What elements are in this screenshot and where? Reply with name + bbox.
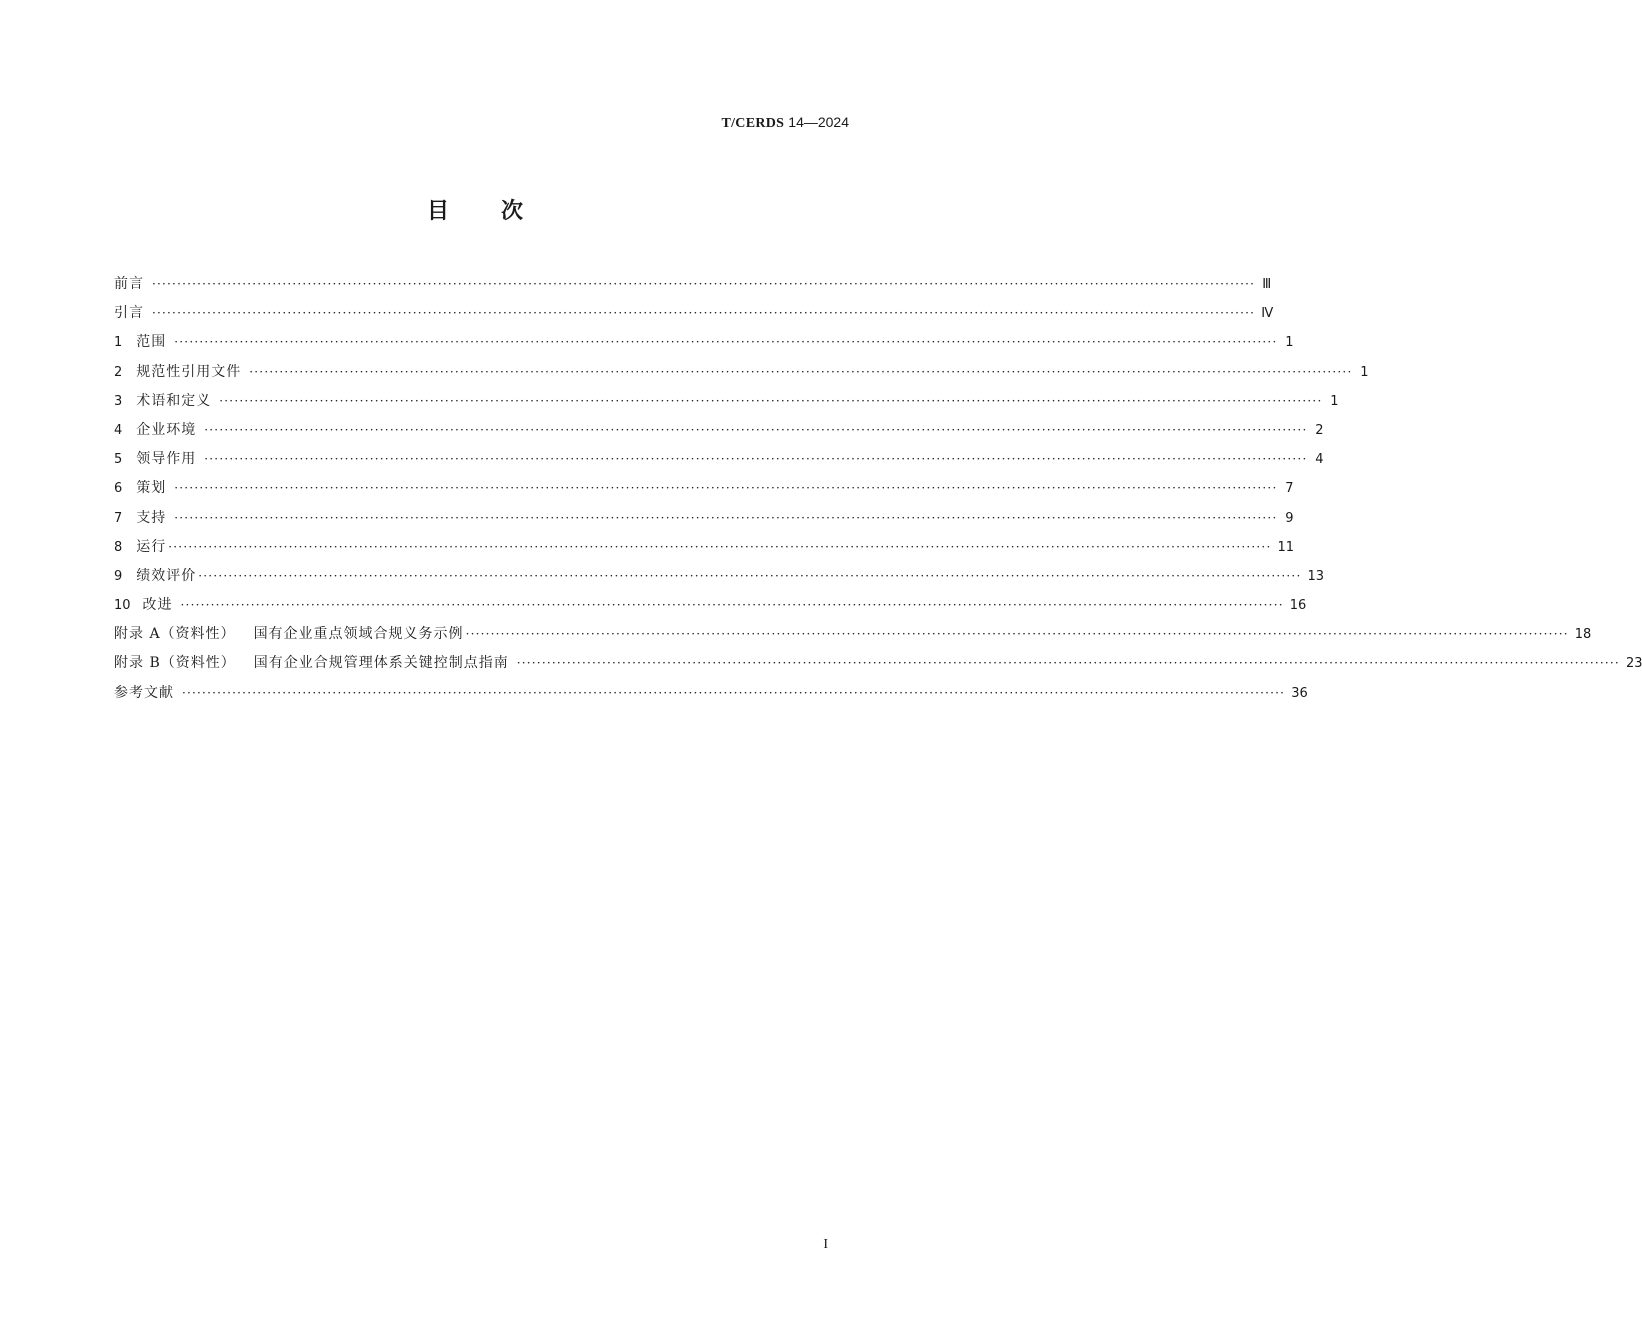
toc-entry-title bbox=[114, 449, 196, 470]
toc-entry-appendix-b[interactable] bbox=[114, 653, 1642, 682]
standard-code: T/CERDS bbox=[721, 116, 785, 131]
toc-title: 目次 bbox=[426, 199, 575, 224]
toc-entry-bibliography[interactable] bbox=[114, 683, 1308, 712]
toc-entry-label: 范围 bbox=[136, 334, 167, 351]
toc-entry-number: 10 bbox=[114, 598, 131, 614]
toc-entry-title bbox=[114, 566, 196, 587]
toc-entry-appendix-a[interactable] bbox=[114, 624, 1592, 653]
toc-entry-improvement[interactable] bbox=[114, 595, 1307, 624]
dot-leader: ···························································································································································································································· bbox=[174, 510, 1278, 525]
dot-leader: ···························································································································································································································· bbox=[465, 627, 1569, 642]
dot-leader: ···························································································································································································································· bbox=[182, 685, 1286, 700]
toc-entry-label: 国有企业重点领域合规义务示例 bbox=[253, 626, 464, 643]
toc-entry-page: Ⅲ bbox=[1262, 277, 1272, 292]
toc-entry-number: 7 bbox=[114, 510, 123, 526]
toc-entry-page: 4 bbox=[1315, 452, 1324, 468]
toc-entry-label: 术语和定义 bbox=[136, 392, 212, 409]
toc-entry-title bbox=[114, 624, 464, 644]
dot-leader: ···························································································································································································································· bbox=[204, 452, 1308, 467]
toc-entry-scope[interactable] bbox=[114, 332, 1294, 361]
toc-entry-label: 国有企业合规管理体系关键控制点指南 bbox=[253, 655, 509, 672]
toc-entry-title bbox=[114, 420, 196, 441]
dot-leader: ···························································································································································································································· bbox=[180, 598, 1284, 613]
toc-entry-number: 2 bbox=[114, 364, 123, 380]
toc-entry-page: 16 bbox=[1289, 598, 1307, 614]
page-number: I bbox=[823, 1237, 828, 1252]
toc-entry-page: 9 bbox=[1285, 510, 1294, 526]
toc-entry-number: 6 bbox=[114, 481, 123, 497]
toc-entry-page: 11 bbox=[1277, 539, 1295, 555]
appendix-tag: 附录 A（资料性） bbox=[114, 626, 236, 643]
toc-entry-page: 1 bbox=[1360, 364, 1369, 380]
toc-entry-operation[interactable] bbox=[114, 537, 1295, 566]
toc-entry-title bbox=[114, 537, 166, 558]
toc-entry-preface[interactable] bbox=[114, 274, 1272, 303]
toc-entry-title bbox=[114, 508, 166, 529]
toc-entry-page: 7 bbox=[1285, 481, 1294, 497]
standard-number: 14—2024 bbox=[788, 114, 849, 130]
toc-entry-page: 1 bbox=[1285, 335, 1294, 351]
toc-entry-enterprise-environment[interactable] bbox=[114, 420, 1324, 449]
dot-leader: ···························································································································································································································· bbox=[249, 364, 1353, 379]
toc-entry-page: 18 bbox=[1574, 627, 1592, 643]
table-of-contents bbox=[114, 274, 1642, 712]
toc-entry-number: 8 bbox=[114, 539, 123, 555]
toc-entry-number: 5 bbox=[114, 452, 123, 468]
standard-designation bbox=[721, 114, 849, 132]
dot-leader: ···························································································································································································································· bbox=[219, 393, 1323, 408]
toc-entry-title bbox=[114, 391, 211, 412]
toc-entry-number: 3 bbox=[114, 393, 123, 409]
toc-entry-page: 23 bbox=[1625, 656, 1642, 672]
dot-leader: ···························································································································································································································· bbox=[516, 656, 1620, 671]
toc-entry-title bbox=[114, 653, 509, 673]
toc-entry-page: 13 bbox=[1307, 568, 1325, 584]
toc-entry-introduction[interactable] bbox=[114, 303, 1274, 332]
toc-entry-label: 绩效评价 bbox=[136, 567, 197, 584]
toc-entry-performance-evaluation[interactable] bbox=[114, 566, 1325, 595]
toc-entry-label: 运行 bbox=[136, 538, 167, 555]
toc-entry-page: 1 bbox=[1330, 393, 1339, 409]
toc-entry-label: 前言 bbox=[114, 276, 144, 292]
appendix-tag: 附录 B（资料性） bbox=[114, 655, 236, 672]
toc-entry-label: 策划 bbox=[136, 480, 167, 497]
toc-entry-normative-references[interactable] bbox=[114, 362, 1369, 391]
toc-entry-number: 4 bbox=[114, 422, 123, 438]
toc-entry-title bbox=[114, 332, 166, 353]
dot-leader: ···························································································································································································································· bbox=[204, 422, 1308, 437]
toc-entry-leadership[interactable] bbox=[114, 449, 1324, 478]
toc-entry-page: Ⅳ bbox=[1261, 306, 1274, 322]
dot-leader: ···························································································································································································································· bbox=[174, 335, 1278, 350]
toc-entry-page: 36 bbox=[1291, 685, 1308, 701]
dot-leader: ···························································································································································································································· bbox=[198, 568, 1302, 583]
toc-entry-page: 2 bbox=[1315, 422, 1324, 438]
dot-leader: ···························································································································································································································· bbox=[174, 481, 1278, 496]
toc-entry-label: 改进 bbox=[142, 597, 173, 614]
toc-entry-label: 参考文献 bbox=[114, 684, 174, 701]
dot-leader: ···························································································································································································································· bbox=[152, 306, 1256, 321]
toc-entry-title bbox=[114, 362, 241, 383]
dot-leader: ···························································································································································································································· bbox=[152, 277, 1256, 291]
toc-entry-number: 1 bbox=[114, 335, 123, 351]
dot-leader: ···························································································································································································································· bbox=[168, 539, 1272, 554]
toc-entry-planning[interactable] bbox=[114, 478, 1294, 507]
toc-entry-label: 支持 bbox=[136, 509, 167, 526]
toc-entry-label: 引言 bbox=[114, 305, 144, 322]
toc-entry-number: 9 bbox=[114, 568, 123, 584]
toc-entry-label: 规范性引用文件 bbox=[136, 363, 242, 380]
toc-entry-label: 企业环境 bbox=[136, 421, 197, 438]
toc-entry-title bbox=[114, 595, 173, 616]
toc-entry-terms-definitions[interactable] bbox=[114, 391, 1339, 420]
toc-entry-support[interactable] bbox=[114, 508, 1294, 537]
toc-entry-title bbox=[114, 478, 166, 499]
toc-entry-label: 领导作用 bbox=[136, 451, 197, 468]
